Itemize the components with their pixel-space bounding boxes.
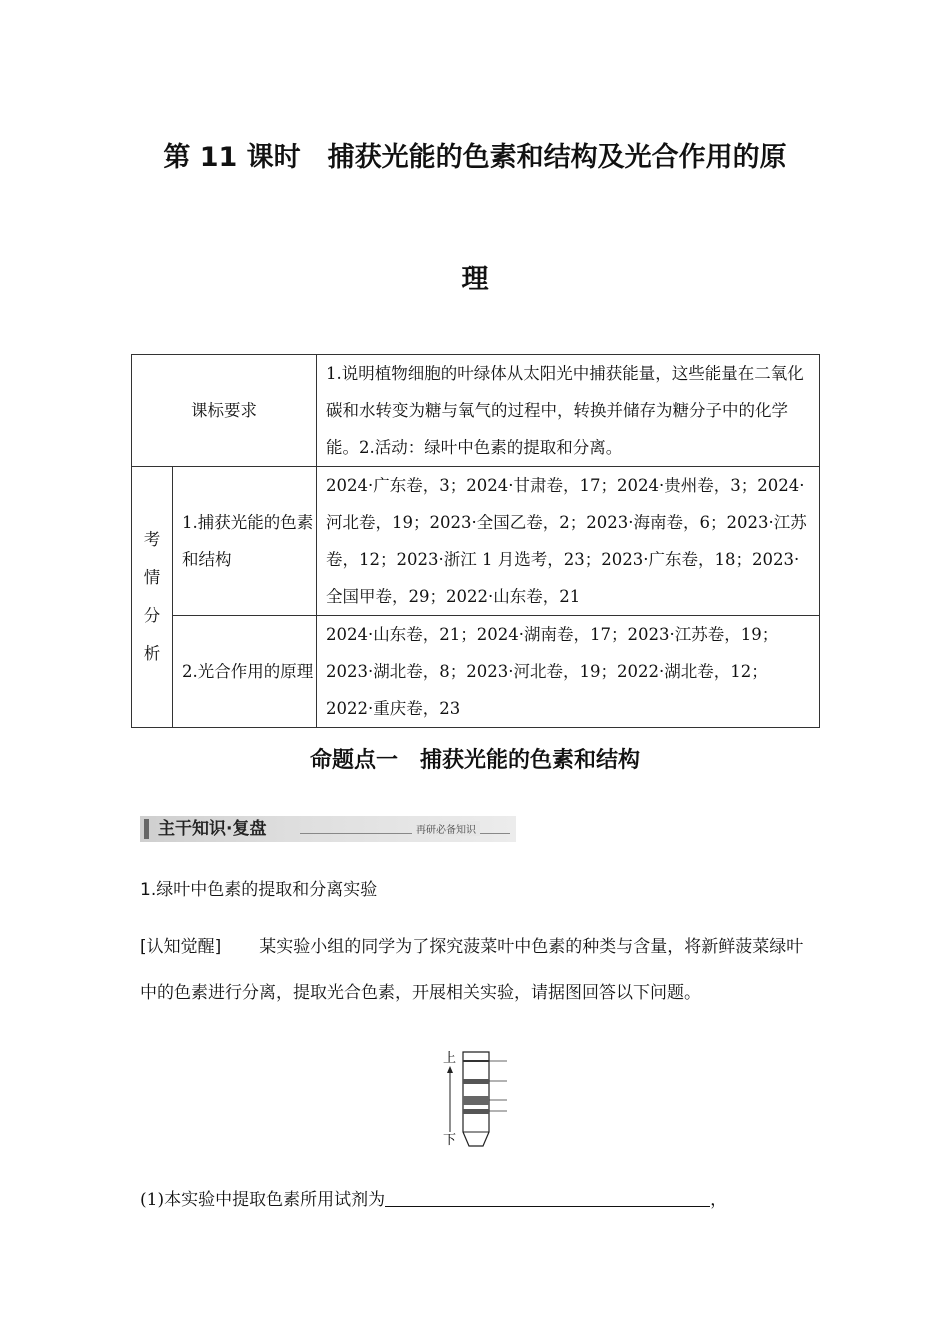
table-row bbox=[132, 467, 820, 616]
pigment-band bbox=[463, 1109, 489, 1114]
question-1-tail: ， bbox=[710, 1190, 728, 1210]
section-title: 命题点一 捕获光能的色素和结构 bbox=[309, 748, 640, 773]
lesson-title-line-2: 理 bbox=[461, 264, 489, 295]
analysis-label-text: 考 情 分 析 bbox=[143, 530, 161, 663]
analysis-label bbox=[132, 467, 173, 728]
exam-list-cell: 2024·广东卷，3；2024·甘肃卷，17；2024·贵州卷，3；2024·河北卷，19；2023·全国乙卷，2；2023·海南卷，6；2023·江苏卷，12；2023·浙江 1 月选考，23；2023·广东卷，18；2023·全国甲卷，29；2022·山东卷，21 bbox=[317, 467, 820, 616]
table-row bbox=[132, 616, 820, 728]
pigment-band bbox=[463, 1096, 489, 1105]
banner-sub-text: 再研必备知识 bbox=[412, 821, 480, 836]
pigment-band bbox=[463, 1060, 489, 1062]
awaken-paragraph bbox=[140, 924, 812, 1016]
awaken-text: 某实验小组的同学为了探究菠菜叶中色素的种类与含量，将新鲜菠菜绿叶中的色素进行分离，提取光合色素，开展相关实验，请据图回答以下问题。 bbox=[140, 937, 804, 1003]
pigment-band bbox=[463, 1079, 489, 1084]
chromatography-diagram bbox=[437, 1046, 517, 1150]
figure-bottom-label: 下 bbox=[443, 1133, 457, 1148]
topic-cell: 1.捕获光能的色素和结构 bbox=[173, 467, 317, 616]
section-banner bbox=[140, 816, 516, 842]
figure-top-label: 上 bbox=[443, 1051, 457, 1066]
lesson-title-line-1: 第 11 课时 捕获光能的色素和结构及光合作用的原 bbox=[163, 142, 787, 173]
direction-arrow-head bbox=[447, 1066, 453, 1073]
table-row bbox=[132, 355, 820, 467]
requirement-text: 1.说明植物细胞的叶绿体从太阳光中捕获能量，这些能量在二氧化碳和水转变为糖与氧气的过程中，转换并储存为糖分子中的化学能。2.活动：绿叶中色素的提取和分离。 bbox=[317, 355, 820, 467]
banner-main-text: 主干知识·复盘 bbox=[158, 819, 267, 839]
question-1-text: (1)本实验中提取色素所用试剂为 bbox=[140, 1190, 386, 1210]
question-1 bbox=[140, 1186, 812, 1214]
item-title: 1.绿叶中色素的提取和分离实验 bbox=[140, 880, 378, 900]
topic-cell: 2.光合作用的原理 bbox=[173, 616, 317, 728]
requirement-label: 课标要求 bbox=[132, 355, 317, 467]
exam-list-cell: 2024·山东卷，21；2024·湖南卷，17；2023·江苏卷，19；2023·湖北卷，8；2023·河北卷，19；2022·湖北卷，12；2022·重庆卷，23 bbox=[317, 616, 820, 728]
answer-blank[interactable] bbox=[385, 1186, 710, 1207]
curriculum-table bbox=[131, 354, 820, 728]
awaken-label: [认知觉醒] bbox=[140, 937, 222, 957]
banner-bar bbox=[144, 819, 149, 839]
